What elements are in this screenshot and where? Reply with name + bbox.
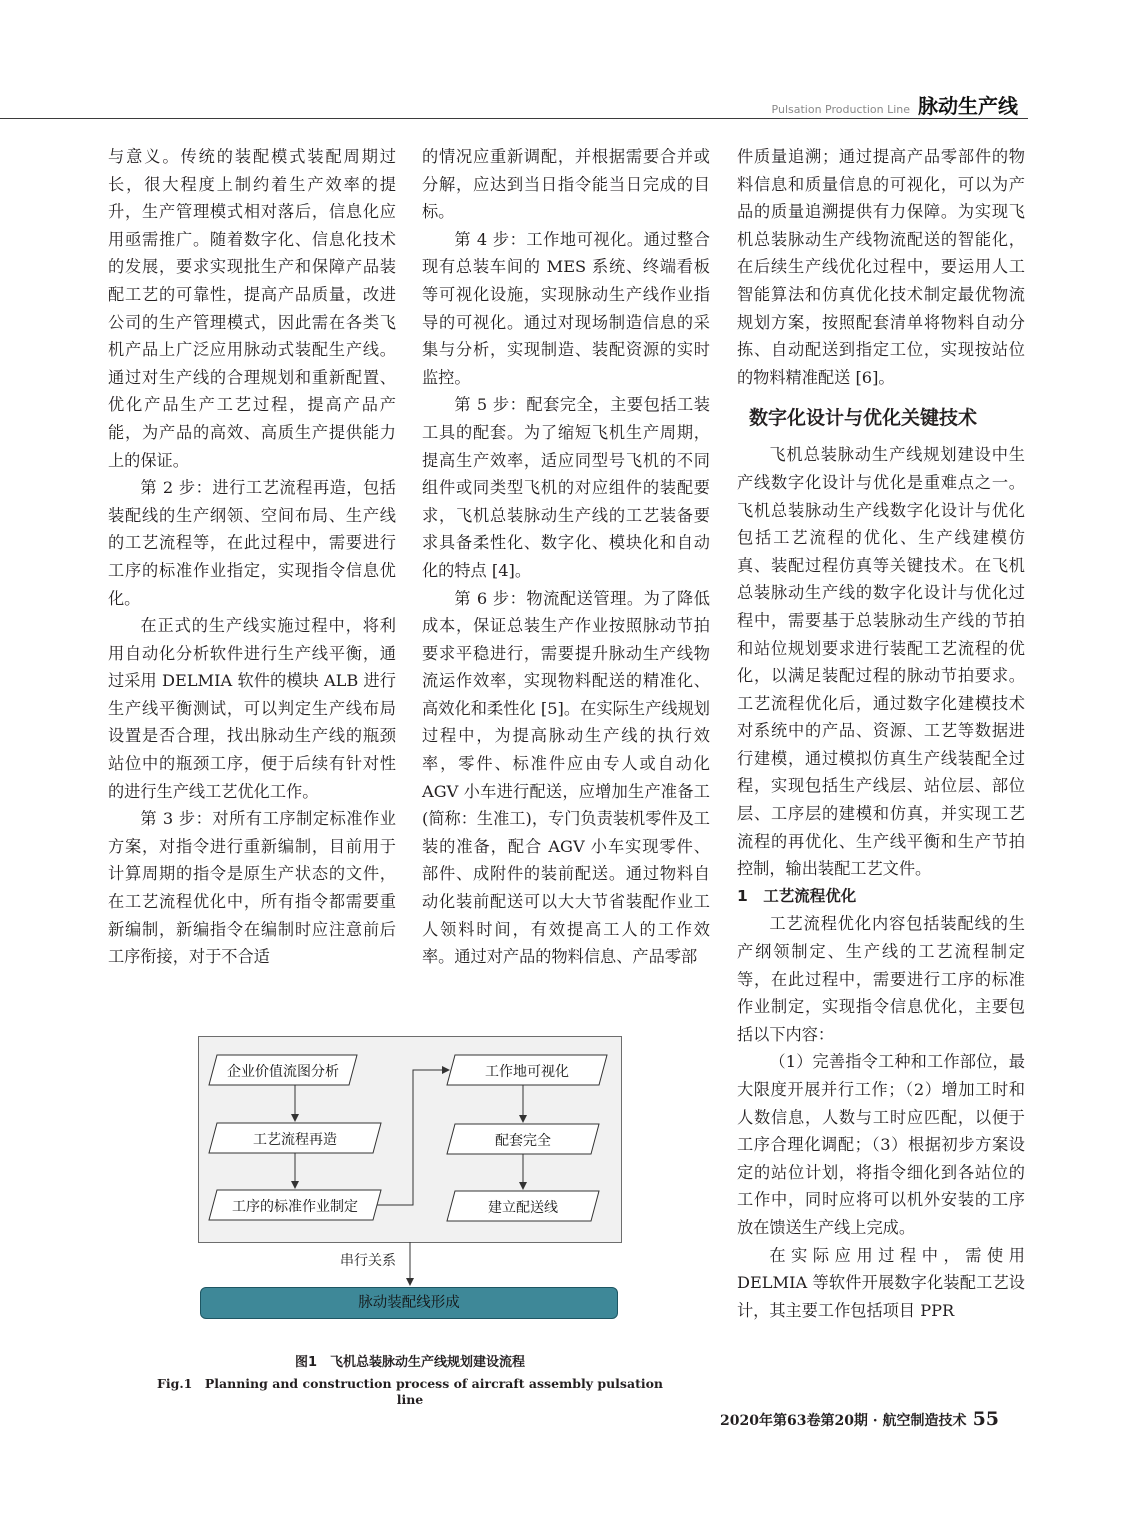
paragraph: 与意义。传统的装配模式装配周期过长，很大程度上制约着生产效率的提升，生产管理模式相对落后，信息化应用亟需推广。随着数字化、信息化技术的发展，要求实现批生产和保障产品装配工艺的可靠性，提高产品质量，改进公司的生产管理模式，因此需在各类飞机产品上广泛应用脉动式装配生产线。通过对生产线的合理规划和重新配置、优化产品生产工艺过程，提高产品产能，为产品的高效、高质生产提供能力上的保证。 [108, 147, 396, 470]
paragraph: （1）完善指令工种和工作部位，最大限度开展并行工作；（2）增加工时和人数信息，人数与工时应匹配，以便于工序合理化调配；（3）根据初步方案设定的站位计划，将指令细化到各站位的工作中，同时应将可以机外安装的工序放在馈送生产线上完成。 [737, 1052, 1025, 1237]
running-header-chinese: 脉动生产线 [918, 94, 1018, 118]
paragraph: 第 5 步：配套完全，主要包括工装工具的配套。为了缩短飞机生产周期，提高生产效率，适应同型号飞机的不同组件或同类型飞机的对应组件的装配要求，飞机总装脉动生产线的工艺装备要求具备柔性化、数字化、模块化和自动化的特点 [4]。 [422, 395, 710, 580]
paragraph: 工艺流程优化内容包括装配线的生产纲领制定、生产线的工艺流程制定等，在此过程中，需要进行工序的标准作业制定，实现指令信息优化，主要包括以下内容： [737, 914, 1025, 1044]
step-label: 建立配送线 [488, 1200, 558, 1216]
running-header-english: Pulsation Production Line [771, 103, 910, 116]
paragraph: 第 3 步：对所有工序制定标准作业方案，对指令进行重新编制，目前用于计算周期的指令是原生产状态的文件，在工艺流程优化中，所有指令都需要重新编制，新编指令在编制时应注意前后工序衔接，对于不合适 [108, 809, 396, 967]
subsection-title: 1 工艺流程优化 [737, 886, 857, 905]
result-box: 脉动装配线形成 [200, 1287, 618, 1319]
serial-relation-label: 串行关系 [340, 1253, 396, 1269]
step-label: 工作地可视化 [485, 1064, 569, 1080]
paragraph: 的情况应重新调配，并根据需要合并或分解，应达到当日指令能当日完成的目标。 [422, 147, 710, 222]
paragraph: 第 4 步：工作地可视化。通过整合现有总装车间的 MES 系统、终端看板等可视化设施，实现脉动生产线作业指导的可视化。通过对现场制造信息的采集与分析，实现制造、装配资源的实时监控。 [422, 229, 710, 387]
page-number: 55 [972, 1408, 1000, 1430]
section-title: 数字化设计与优化关键技术 [749, 407, 978, 430]
step-label: 工艺流程再造 [253, 1132, 337, 1148]
figure-caption-english: Fig.1 Planning and construction process of aircraft assembly pulsation line [156, 1376, 664, 1407]
paragraph: 第 6 步：物流配送管理。为了降低成本，保证总装生产作业按照脉动节拍要求平稳进行，需要提升脉动生产线物流运作效率，实现物料配送的精准化、高效化和柔性化 [5]。在实际生产线规划过程中，为提高脉动生产线的执行效率，零件、标准件应由专人或自动化 AGV 小车进行配送，应增加生产准备工(简称：生准工)，专门负责装机零件及工装的准备，配合 AGV 小车实现零件、部件、成附件的装前配送。通过物料自动化装前配送可以大大节省装配作业工人领料时间，有效提高工人的工作效率。通过对产品的物料信息、产品零部 [422, 588, 710, 967]
paragraph: 在正式的生产线实施过程中，将利用自动化分析软件进行生产线平衡，通过采用 DELMIA 软件的模块 ALB 进行生产线平衡测试，可以判定生产线布局设置是否合理，找出脉动生产线的瓶颈站位中的瓶颈工序，便于后续有针对性的进行生产线工艺优化工作。 [108, 616, 396, 801]
page-footer [720, 1408, 999, 1430]
paragraph: 在实际应用过程中，需使用 DELMIA 等软件开展数字化装配工艺设计，其主要工作包括项目 PPR [737, 1245, 1025, 1320]
journal-info: 2020年第63卷第20期 · 航空制造技术 [720, 1413, 967, 1429]
paragraph: 飞机总装脉动生产线规划建设中生产线数字化设计与优化是重难点之一。飞机总装脉动生产线数字化设计与优化包括工艺流程的优化、生产线建模仿真、装配过程仿真等关键技术。在飞机总装脉动生产线的数字化设计与优化过程中，需要基于总装脉动生产线的节拍和站位规划要求进行装配工艺流程的优化，以满足装配过程的脉动节拍要求。工艺流程优化后，通过数字化建模技术对系统中的产品、资源、工艺等数据进行建模，通过模拟仿真生产线装配全过程，实现包括生产线层、站位层、部位层、工序层的建模和仿真，并实现工艺流程的再优化、生产线平衡和生产节拍控制，输出装配工艺文件。 [737, 445, 1025, 879]
paragraph: 第 2 步：进行工艺流程再造，包括装配线的生产纲领、空间布局、生产线的工艺流程等，在此过程中，需要进行工序的标准作业指定，实现指令信息优化。 [108, 478, 396, 608]
step-label: 配套完全 [495, 1133, 551, 1149]
step-label: 企业价值流图分析 [227, 1064, 339, 1080]
figure-caption-chinese: 图1 飞机总装脉动生产线规划建设流程 [294, 1355, 526, 1370]
step-label: 工序的标准作业制定 [232, 1199, 358, 1215]
paragraph: 件质量追溯；通过提高产品零部件的物料信息和质量信息的可视化，可以为产品的质量追溯提供有力保障。为实现飞机总装脉动生产线物流配送的智能化，在后续生产线优化过程中，要运用人工智能算法和仿真优化技术制定最优物流规划方案，按照配套清单将物料自动分拣、自动配送到指定工位，实现按站位的物料精准配送 [6]。 [737, 147, 1025, 387]
